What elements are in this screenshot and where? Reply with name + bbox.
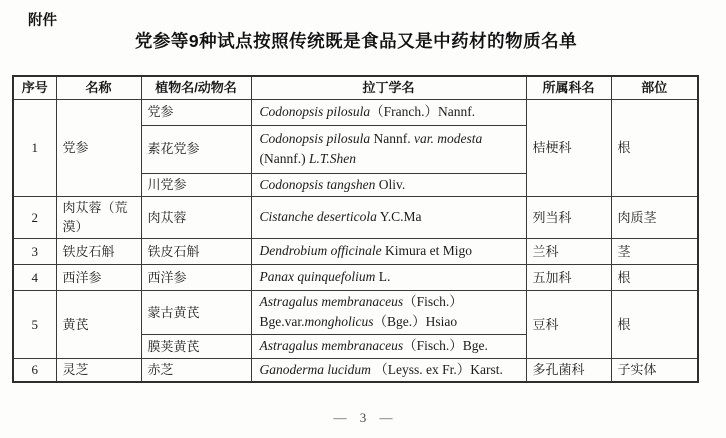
- cell-latin: Panax quinquefolium L.: [251, 264, 526, 290]
- cell-index: 3: [13, 238, 56, 264]
- cell-name: 灵芝: [56, 358, 141, 382]
- cell-family: 豆科: [526, 290, 611, 358]
- col-header-index: 序号: [13, 76, 56, 99]
- cell-family: 列当科: [526, 196, 611, 238]
- table-row: [13, 196, 698, 238]
- cell-index: 2: [13, 196, 56, 238]
- col-header-name: 名称: [56, 76, 141, 99]
- table-row: [13, 238, 698, 264]
- cell-latin: Cistanche deserticola Y.C.Ma: [251, 196, 526, 238]
- cell-plant: 党参: [141, 99, 251, 125]
- cell-latin: Astragalus membranaceus（Fisch.）Bge.: [251, 334, 526, 358]
- cell-name: 肉苁蓉（荒漠）: [56, 196, 141, 238]
- cell-part: 茎: [611, 238, 698, 264]
- cell-plant: 膜荚黄芪: [141, 334, 251, 358]
- cell-family: 桔梗科: [526, 99, 611, 196]
- col-header-family: 所属科名: [526, 76, 611, 99]
- cell-part: 根: [611, 99, 698, 196]
- col-header-latin: 拉丁学名: [251, 76, 526, 99]
- cell-family: 多孔菌科: [526, 358, 611, 382]
- cell-name: 党参: [56, 99, 141, 196]
- cell-name: 西洋参: [56, 264, 141, 290]
- cell-plant: 素花党参: [141, 125, 251, 173]
- cell-plant: 铁皮石斛: [141, 238, 251, 264]
- table-row: [13, 264, 698, 290]
- table-row: [13, 358, 698, 382]
- cell-latin: Ganoderma lucidum （Leyss. ex Fr.）Karst.: [251, 358, 526, 382]
- cell-part: 根: [611, 290, 698, 358]
- col-header-part: 部位: [611, 76, 698, 99]
- cell-index: 4: [13, 264, 56, 290]
- col-header-plant: 植物名/动物名: [141, 76, 251, 99]
- cell-name: 黄芪: [56, 290, 141, 358]
- cell-plant: 赤芝: [141, 358, 251, 382]
- page-number: — 3 —: [333, 410, 393, 425]
- cell-family: 五加科: [526, 264, 611, 290]
- cell-plant: 西洋参: [141, 264, 251, 290]
- cell-index: 6: [13, 358, 56, 382]
- page-title: 党参等9种试点按照传统既是食品又是中药材的物质名单: [134, 31, 578, 51]
- cell-part: 子实体: [611, 358, 698, 382]
- cell-latin: Codonopsis pilosula（Franch.）Nannf.: [251, 99, 526, 125]
- cell-latin: Codonopsis tangshen Oliv.: [251, 173, 526, 196]
- cell-plant: 川党参: [141, 173, 251, 196]
- substance-table: [12, 75, 699, 383]
- cell-plant: 蒙古黄芪: [141, 290, 251, 334]
- cell-index: 1: [13, 99, 56, 196]
- cell-part: 根: [611, 264, 698, 290]
- attachment-label: 附件: [28, 13, 57, 29]
- table-header-row: [13, 76, 698, 99]
- cell-index: 5: [13, 290, 56, 358]
- table-row: [13, 290, 698, 334]
- cell-part: 肉质茎: [611, 196, 698, 238]
- cell-latin: Astragalus membranaceus（Fisch.）Bge.var.mongholicus（Bge.）Hsiao: [251, 290, 526, 334]
- cell-plant: 肉苁蓉: [141, 196, 251, 238]
- cell-name: 铁皮石斛: [56, 238, 141, 264]
- cell-latin: Codonopsis pilosula Nannf. var. modesta (Nannf.) L.T.Shen: [251, 125, 526, 173]
- cell-family: 兰科: [526, 238, 611, 264]
- cell-latin: Dendrobium officinale Kimura et Migo: [251, 238, 526, 264]
- table-row: [13, 99, 698, 125]
